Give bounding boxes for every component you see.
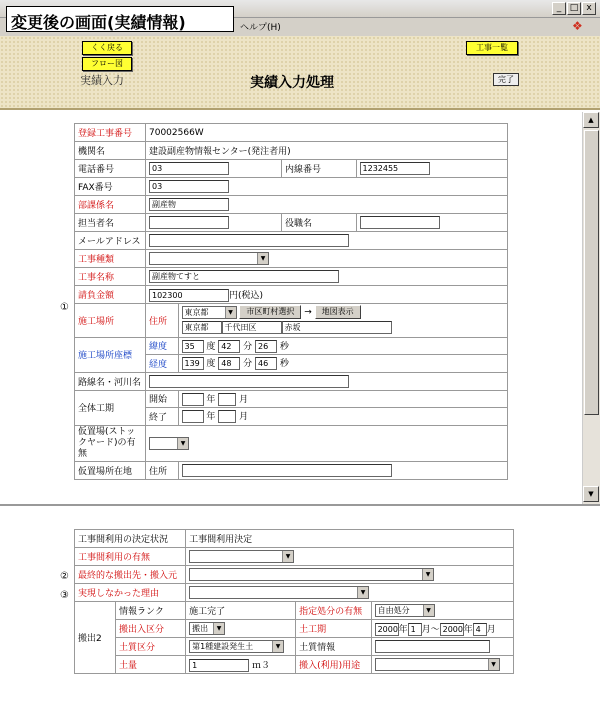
page-title: 実績入力処理 [250, 75, 334, 91]
back-button[interactable]: くく戻る [82, 41, 132, 55]
marker-3: ③ [60, 590, 69, 601]
fax-input[interactable]: 03 [149, 180, 229, 193]
arrow-icon: → [304, 307, 312, 318]
qty-unit: ｍ３ [251, 660, 270, 671]
lon-min-input[interactable]: 48 [218, 357, 240, 370]
period-m2-input[interactable]: 4 [473, 623, 487, 636]
reg-no-value: 70002566W [146, 124, 507, 141]
done-button[interactable]: 完了 [493, 73, 519, 86]
dest-select[interactable] [189, 568, 434, 581]
lon-label: 経度 [146, 355, 178, 372]
out2-label: 搬出2 [75, 602, 115, 673]
chevron-down-icon: ▼ [177, 438, 188, 449]
amount-unit: 円(税込) [229, 290, 264, 301]
usage-form: 工事間利用の決定状況 工事間利用決定 工事間利用の有無 ▼ 最終的な搬出先・搬入元 ▼ 実現しなかった理由 ▼ 搬出2 情報ランク 施工完了 指定処分の有無 自由処分 ▼ 搬出入区分 搬出 ▼ 土工期 2000年 1 月〜 2000年 4 月 土質区分 第1種建設発生土 ▼ 土質情報 土量 1 ｍ３ 搬入(利用)用途 ▼ [74, 529, 514, 674]
place-label: 施工場所 [75, 304, 145, 337]
stock-select[interactable] [149, 437, 189, 450]
pref2-input[interactable]: 東京都 [182, 321, 222, 334]
lat-deg-input[interactable]: 35 [182, 340, 204, 353]
amount-label: 請負金額 [75, 286, 145, 303]
position-input[interactable] [360, 216, 440, 229]
chevron-down-icon: ▼ [257, 253, 268, 264]
page-subtitle: 実績入力 [80, 74, 124, 87]
dest-label: 最終的な搬出先・搬入元 [75, 566, 185, 583]
lon-deg-input[interactable]: 139 [182, 357, 204, 370]
position-label: 役職名 [282, 214, 356, 231]
reason-select[interactable] [189, 586, 369, 599]
mail-label: メールアドレス [75, 232, 145, 249]
soil-info-label: 土質情報 [296, 638, 370, 655]
project-form: 登録工事番号 70002566W 機関名 建設副産物情報センター(発注者用) 電話番号 03 内線番号 1232455 FAX番号 03 部課係名 副産物 担当者名 役職名 メールアドレス 工事種類 ▼ 工事名称 副産物てすと 請負金額 102300 円(税込) 施工場所 住所 東京都 ▼ 市区町村選択 → 地図表示 東京都 千代田区 赤坂 施工場所座標 緯度 35 度 42 分 26 秒 経度 139 度 48 分 46 秒 路線名・河川名 全体工期 開始 年 月 終了 年 月 仮置場(ストックヤード)の有無 ▼ 仮置場所在地 住所 [74, 123, 508, 480]
stock-addr-input[interactable] [182, 464, 392, 477]
qty-input[interactable]: 1 [189, 659, 249, 672]
kind-select[interactable] [149, 252, 269, 265]
designated-select[interactable]: 自由処分 ▼ [375, 604, 435, 617]
pref-select[interactable]: 東京都 ▼ [182, 306, 237, 319]
start-year-input[interactable] [182, 393, 204, 406]
period-m1-input[interactable]: 1 [408, 623, 422, 636]
period-y2-input[interactable]: 2000 [440, 623, 464, 636]
marker-1: ① [60, 302, 69, 313]
tel-input[interactable]: 03 [149, 162, 229, 175]
lat-min-input[interactable]: 42 [218, 340, 240, 353]
fax-label: FAX番号 [75, 178, 145, 195]
start-label: 開始 [146, 391, 178, 408]
reason-label: 実現しなかった理由 [75, 584, 185, 601]
flow-button[interactable]: フロー図 [82, 57, 132, 71]
designated-label: 指定処分の有無 [296, 602, 370, 619]
use2-select[interactable] [375, 658, 500, 671]
town-input[interactable]: 赤坂 [282, 321, 392, 334]
top-scrollbar[interactable] [582, 112, 600, 504]
status-value: 工事間利用決定 [186, 530, 513, 547]
name-input[interactable]: 副産物てすと [149, 270, 339, 283]
lat-label: 緯度 [146, 338, 178, 355]
org-value: 建設副産物情報センター(発注者用) [146, 142, 507, 159]
map-button[interactable]: 地図表示 [315, 305, 361, 319]
lon-sec-input[interactable]: 46 [255, 357, 277, 370]
period-label: 全体工期 [75, 391, 145, 425]
dept-input[interactable]: 副産物 [149, 198, 229, 211]
org-label: 機関名 [75, 142, 145, 159]
chevron-down-icon: ▼ [225, 307, 236, 318]
end-label: 終了 [146, 408, 178, 425]
dept-label: 部課係名 [75, 196, 145, 213]
inout-select[interactable]: 搬出 ▼ [189, 622, 225, 635]
ext-input[interactable]: 1232455 [360, 162, 430, 175]
inout-label: 搬出入区分 [116, 620, 185, 637]
list-button[interactable]: 工事一覧 [466, 41, 518, 55]
city-input[interactable]: 千代田区 [222, 321, 282, 334]
chevron-down-icon: ▼ [213, 623, 224, 634]
chevron-down-icon: ▼ [282, 551, 293, 562]
scroll-thumb[interactable] [584, 130, 599, 415]
route-label: 路線名・河川名 [75, 373, 145, 390]
address-label: 住所 [146, 304, 178, 337]
kind-label: 工事種類 [75, 250, 145, 267]
name-label: 工事名称 [75, 268, 145, 285]
amount-input[interactable]: 102300 [149, 289, 229, 302]
stock-addr-label: 住所 [146, 462, 178, 479]
reg-no-label: 登録工事番号 [75, 124, 145, 141]
chevron-down-icon: ▼ [423, 605, 434, 616]
scroll-down-icon[interactable]: ▼ [583, 486, 599, 502]
bottom-pane [0, 506, 600, 709]
coord-label: 施工場所座標 [75, 338, 145, 372]
close-button[interactable]: x [582, 2, 596, 15]
lat-sec-input[interactable]: 26 [255, 340, 277, 353]
soil-select[interactable]: 第1種建設発生土 ▼ [189, 640, 284, 653]
scroll-up-icon[interactable]: ▲ [583, 112, 599, 128]
start-month-input[interactable] [218, 393, 236, 406]
chevron-down-icon: ▼ [488, 659, 499, 670]
person-input[interactable] [149, 216, 229, 229]
person-label: 担当者名 [75, 214, 145, 231]
rank-label: 情報ランク [116, 602, 185, 619]
period-y1-input[interactable]: 2000 [375, 623, 399, 636]
marker-2: ② [60, 571, 69, 582]
chevron-down-icon: ▼ [357, 587, 368, 598]
stock-label: 仮置場(ストックヤード)の有無 [75, 426, 145, 461]
route-input[interactable] [149, 375, 349, 388]
minimize-button[interactable]: _ [552, 2, 566, 15]
help-menu[interactable]: ヘルプ(H) [240, 23, 281, 33]
end-year-input[interactable] [182, 410, 204, 423]
stock-loc-label: 仮置場所在地 [75, 462, 145, 479]
end-month-input[interactable] [218, 410, 236, 423]
rank-value: 施工完了 [186, 602, 295, 619]
windows-logo-icon: ❖ [572, 19, 583, 33]
city-select-button[interactable]: 市区町村選択 [239, 305, 301, 319]
annotation-label: 変更後の画面(実績情報) [6, 6, 234, 32]
top-pane [0, 112, 580, 504]
soil-period-label: 土工期 [296, 620, 370, 637]
mail-input[interactable] [149, 234, 349, 247]
soil-label: 土質区分 [116, 638, 185, 655]
use-select[interactable] [189, 550, 294, 563]
chevron-down-icon: ▼ [272, 641, 283, 652]
use2-label: 搬入(利用)用途 [296, 656, 370, 673]
use-label: 工事間利用の有無 [75, 548, 185, 565]
ext-label: 内線番号 [282, 160, 356, 177]
chevron-down-icon: ▼ [422, 569, 433, 580]
tel-label: 電話番号 [75, 160, 145, 177]
status-label: 工事間利用の決定状況 [75, 530, 185, 547]
qty-label: 土量 [116, 656, 185, 673]
soil-info-input[interactable] [375, 640, 490, 653]
maximize-button[interactable]: □ [567, 2, 581, 15]
